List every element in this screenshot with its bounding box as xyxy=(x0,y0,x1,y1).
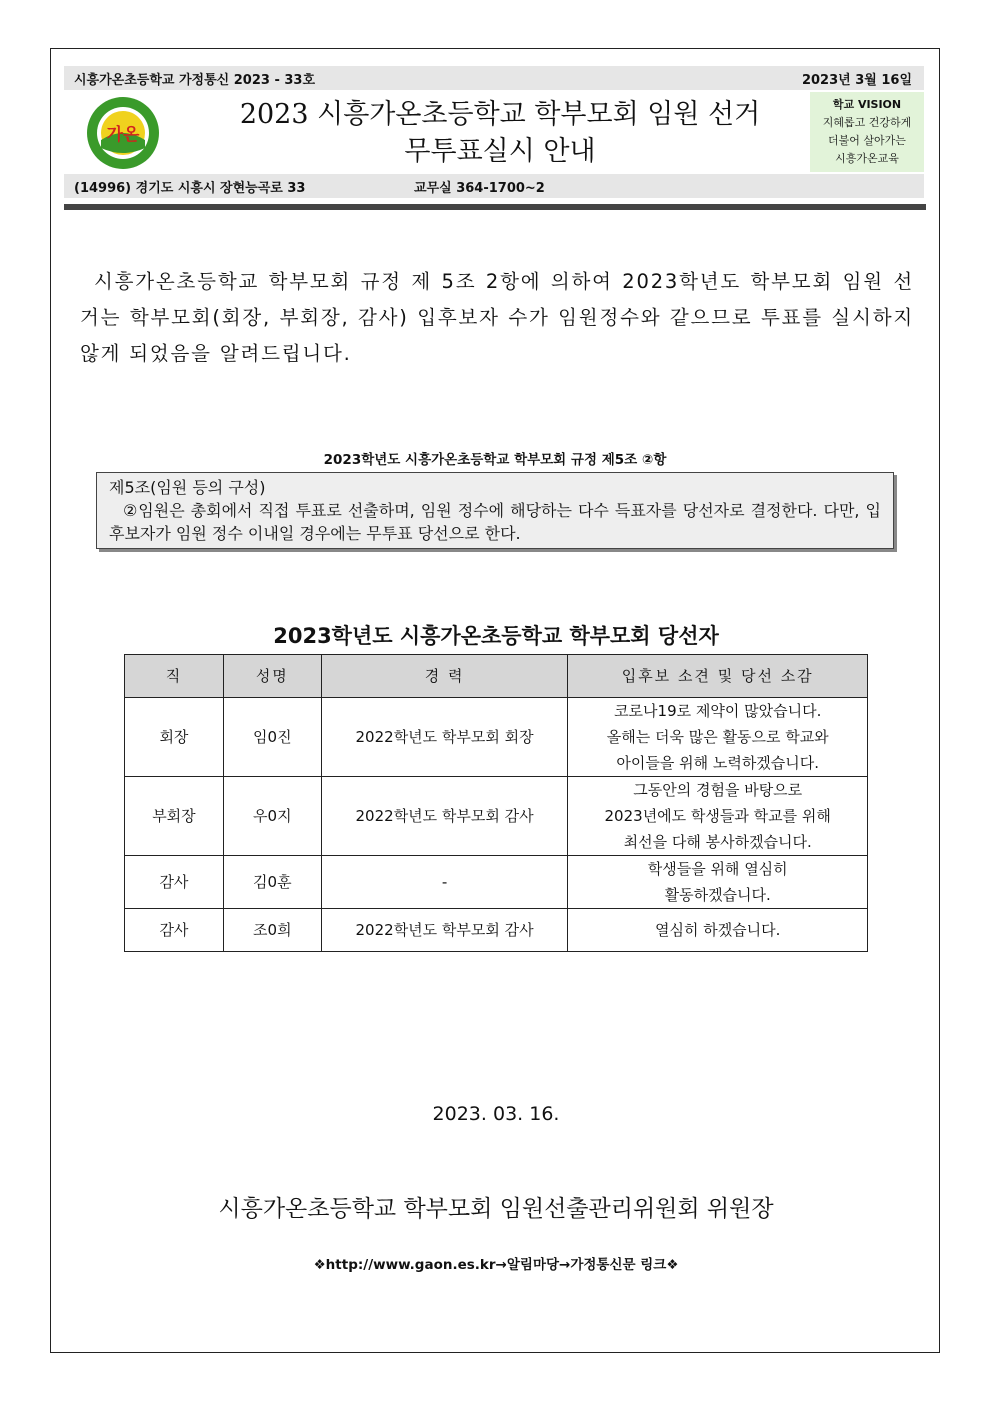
school-vision-box xyxy=(810,92,924,172)
remark-line: 그동안의 경험을 바탕으로 xyxy=(633,781,803,799)
table-row xyxy=(125,909,868,952)
header-remark: 입후보 소견 및 당선 소감 xyxy=(568,655,868,698)
table-header-row xyxy=(125,655,868,698)
remark-line: 활동하겠습니다. xyxy=(664,886,771,904)
remark-line: 2023년에도 학생들과 학교를 위해 xyxy=(604,807,831,825)
results-caption: 2023학년도 시흥가온초등학교 학부모회 당선자 xyxy=(273,624,719,648)
remark-line: 열심히 하겠습니다. xyxy=(654,921,781,939)
row-remark xyxy=(568,698,868,777)
rule-box xyxy=(96,472,894,549)
intro-paragraph xyxy=(80,264,914,372)
table-row xyxy=(125,777,868,856)
row-name: 임0진 xyxy=(223,698,321,777)
footer-link[interactable]: ❖http://www.gaon.es.kr→알림마당→가정통신문 링크❖ xyxy=(313,1257,679,1273)
school-logo xyxy=(83,96,163,170)
school-address: (14996) 경기도 시흥시 장현능곡로 33 xyxy=(74,181,306,196)
header-role: 직 xyxy=(125,655,224,698)
remark-line: 올해는 더욱 많은 활동으로 학교와 xyxy=(606,728,829,746)
header-name: 성명 xyxy=(223,655,321,698)
title-line-2: 무투표실시 안내 xyxy=(404,136,596,167)
row-remark xyxy=(568,856,868,909)
row-role: 회장 xyxy=(125,698,224,777)
remark-line: 학생들을 위해 열심히 xyxy=(647,860,788,878)
table-row xyxy=(125,856,868,909)
table-row xyxy=(125,698,868,777)
rule-caption: 2023학년도 시흥가온초등학교 학부모회 규정 제5조 ②항 xyxy=(323,452,667,468)
row-role: 부회장 xyxy=(125,777,224,856)
header-divider xyxy=(64,204,926,210)
remark-line: 최선을 다해 봉사하겠습니다. xyxy=(623,833,812,851)
row-role: 감사 xyxy=(125,856,224,909)
vision-label: 학교 VISION xyxy=(832,98,902,111)
row-remark xyxy=(568,777,868,856)
row-remark xyxy=(568,909,868,952)
header-career: 경 력 xyxy=(321,655,568,698)
row-name: 조0희 xyxy=(223,909,321,952)
row-name: 김0훈 xyxy=(223,856,321,909)
remark-line: 아이들을 위해 노력하겠습니다. xyxy=(616,754,820,772)
school-phone: 교무실 364-1700~2 xyxy=(414,181,545,196)
row-career: - xyxy=(321,856,568,909)
vision-line-2: 더불어 살아가는 xyxy=(828,134,906,147)
header-bottom-bar xyxy=(64,174,924,198)
row-career: 2022학년도 학부모회 감사 xyxy=(321,777,568,856)
vision-line-1: 지혜롭고 건강하게 xyxy=(822,116,912,129)
remark-line: 코로나19로 제약이 많았습니다. xyxy=(614,702,822,720)
rule-body: ②임원은 총회에서 직접 투표로 선출하며, 임원 정수에 해당하는 다수 득표자를 당선자로 결정한다. 다만, 입후보자가 임원 정수 이내일 경우에는 무투표 당선으로 한다. xyxy=(109,501,881,543)
vision-line-3: 시흥가온교육 xyxy=(835,152,899,165)
title-line-1: 2023 시흥가온초등학교 학부모회 임원 선거 xyxy=(239,99,761,130)
intro-text: 시흥가온초등학교 학부모회 규정 제 5조 2항에 의하여 2023학년도 학부모회 임원 선거는 학부모회(회장, 부회장, 감사) 입후보자 수가 임원정수와 같으므로 투표를 실시하지 않게 되었음을 알려드립니다. xyxy=(80,270,914,365)
results-table xyxy=(124,654,868,952)
footer-signature: 시흥가온초등학교 학부모회 임원선출관리위원회 위원장 xyxy=(218,1196,774,1222)
footer-date: 2023. 03. 16. xyxy=(432,1103,560,1125)
row-name: 우0지 xyxy=(223,777,321,856)
issue-date: 2023년 3월 16일 xyxy=(801,73,912,88)
row-role: 감사 xyxy=(125,909,224,952)
row-career: 2022학년도 학부모회 회장 xyxy=(321,698,568,777)
row-career: 2022학년도 학부모회 감사 xyxy=(321,909,568,952)
logo-text: 가온 xyxy=(106,125,140,145)
page-title xyxy=(200,96,800,170)
newsletter-number: 시흥가온초등학교 가정통신 2023 - 33호 xyxy=(74,73,316,88)
header-top-bar xyxy=(64,66,924,90)
rule-title: 제5조(임원 등의 구성) xyxy=(109,478,266,497)
